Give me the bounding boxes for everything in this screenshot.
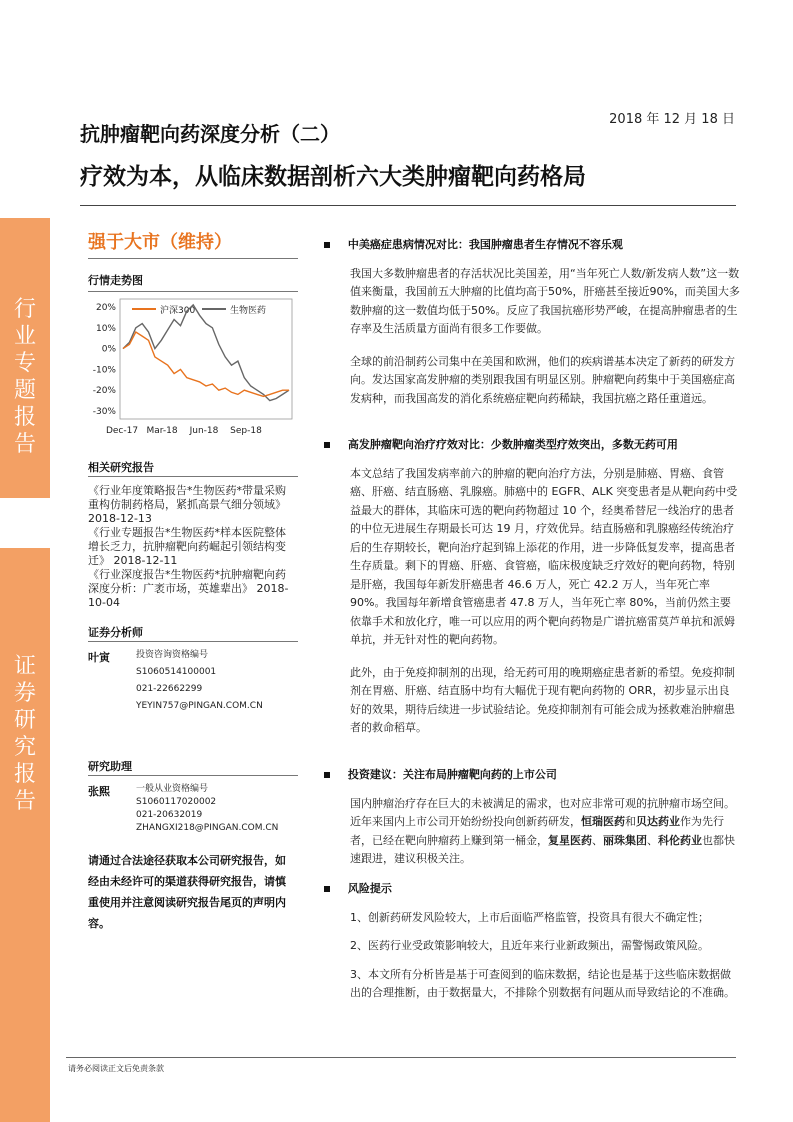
section-heading-text: 高发肿瘤靶向治疗疗效对比：少数肿瘤类型疗效突出，多数无药可用 [347,438,678,451]
sidebar-top-band [0,218,50,498]
sidebar-char: 专 [13,351,36,376]
reports-title: 相关研究报告 [88,461,154,474]
chart-divider [88,291,298,292]
y-tick-label: -20% [92,386,116,397]
y-tick-label: -30% [92,407,116,417]
section-heading [324,236,740,255]
section-heading [324,880,740,899]
square-bullet-icon [324,772,330,778]
section-heading-text: 风险提示 [347,882,392,895]
reports-list [88,484,296,610]
text-run: 国内肿瘤治疗存在巨大的未被满足的需求，也对应非常可观的抗肿瘤市场空间。近年来国内上市公司开始纷纷投向创新药研发， [350,796,735,828]
analyst-cert-number: S1060514100001 [136,667,217,677]
sidebar-bottom-band [0,548,50,1122]
section-heading [324,766,740,785]
assistant-cert-number: S1060117020002 [136,797,217,807]
footer-divider [66,1057,736,1058]
sidebar-char: 究 [13,735,36,760]
disclaimer-note: 请通过合法途径获取本公司研究报告，如经由未经许可的渠道获得研究报告，请慎重使用并注意阅读研究报告尾页的声明内容。 [88,854,286,930]
section-heading-text: 中美癌症患病情况对比：我国肿瘤患者生存情况不容乐观 [347,238,623,251]
y-tick-label: -10% [92,365,116,376]
series-line-hs300 [123,332,289,396]
assistant-email[interactable]: ZHANGXI218@PINGAN.COM.CN [136,823,279,833]
text-run: 、 [647,833,658,847]
text-run: 也都快速跟进，建议积极关注。 [350,833,735,865]
sidebar-bottom-label [9,653,41,815]
x-tick-label: Jun-18 [189,426,219,436]
paragraph: 我国大多数肿瘤患者的存活状况比美国差，用“当年死亡人数/新发病人数”这一数值来衡量，我国前五大肿瘤的比值均高于50%，肝癌甚至接近90%，而美国大多数肿瘤的这一数值均低于50%。反应了我国抗癌形势严峻，在提高肿瘤患者的生存率及生活质量方面尚有很多工作要做。 [350,266,740,335]
sidebar-char: 业 [13,324,36,349]
company-name: 复星医药 [548,833,592,847]
assistant-title: 研究助理 [88,760,132,773]
legend-label-bio: 生物医药 [230,306,267,316]
x-tick-label: Sep-18 [230,426,262,436]
y-axis-ticks [93,303,117,417]
risk-item: 1、创新药研发风险较大，上市后面临严格监管，投资具有很大不确定性； [350,910,709,924]
header-divider [80,205,736,206]
analyst-cert-label: 投资咨询资格编号 [136,650,209,660]
sidebar-gap [0,498,50,548]
rating-divider [88,258,298,259]
analyst-divider [88,641,298,642]
sidebar-char: 告 [13,789,36,814]
chart-title: 行情走势图 [88,274,143,287]
sidebar-char: 行 [13,297,36,322]
assistant-cert-label: 一般从业资格编号 [136,784,209,794]
paragraph: 全球的前沿制药公司集中在美国和欧洲，他们的疾病谱基本决定了新药的研发方向。发达国家高发肿瘤的类别跟我国有明显区别。肿瘤靶向药集中于美国癌症高发病种，而我国高发的消化系统癌症靶向药稀缺，我国抗癌之路任重道远。 [350,354,735,405]
sidebar-char: 题 [13,378,36,403]
square-bullet-icon [324,886,330,892]
section-efficacy [347,436,740,738]
report-link[interactable]: 《行业专题报告*生物医药*样本医院整体增长乏力，抗肿瘤靶向药崛起引领结构变迁》 2018-12-11 [88,526,286,567]
risk-item: 3、本文所有分析皆是基于可查阅到的临床数据，结论也是基于这些临床数据做出的合理推断，由于数据量大，不排除个别数据有问题从而导致结论的不准确。 [350,967,735,999]
sidebar-char: 研 [13,708,36,733]
chart-frame [120,299,292,419]
analyst-name: 叶寅 [88,651,110,664]
risk-item: 2、医药行业受政策影响较大，且近年来行业新政频出，需警惕政策风险。 [350,939,709,952]
analyst-email[interactable]: YEYIN757@PINGAN.COM.CN [136,701,263,711]
assistant-details [136,783,278,835]
report-link[interactable]: 《行业深度报告*生物医药*抗肿瘤靶向药深度分析：广袤市场，英雄辈出》 2018-10-04 [88,568,289,609]
text-run: 和 [625,815,636,828]
square-bullet-icon [324,242,330,248]
y-tick-label: 0% [101,344,116,355]
section-investment [347,766,740,869]
section-risk [347,880,740,1003]
company-name: 科伦药业 [658,833,702,847]
sidebar-char: 告 [13,432,36,457]
x-tick-label: Dec-17 [105,426,139,436]
y-tick-label: 20% [95,303,116,313]
sidebar-top-label [9,296,41,458]
section-heading [324,436,740,455]
y-tick-label: 10% [95,323,116,334]
report-date: 2018 年 12 月 18 日 [609,112,735,127]
company-name: 贝达药业 [636,815,680,828]
sidebar-char: 证 [13,654,36,679]
sidebar-char: 券 [13,681,36,706]
company-name: 丽珠集团 [603,833,647,847]
assistant-name: 张熙 [88,785,110,798]
price-chart [84,295,300,445]
text-run: 作为先行者，已经在靶向肿瘤药上赚到第一桶金， [350,815,724,847]
x-axis-ticks [106,426,262,436]
assistant-divider [88,775,298,776]
sidebar-char: 报 [13,762,36,787]
analyst-phone: 021-22662299 [136,684,203,694]
text-run: 、 [592,833,603,847]
rating-label: 强于大市（维持） [88,232,232,253]
reports-divider [88,476,298,477]
square-bullet-icon [324,442,330,448]
legend-label-hs300: 沪深300 [160,306,196,316]
x-tick-label: Mar-18 [146,426,178,436]
analyst-details [136,649,263,713]
paragraph [350,795,740,869]
report-subtitle: 疗效为本，从临床数据剖析六大类肿瘤靶向药格局 [80,164,586,190]
report-title: 抗肿瘤靶向药深度分析（二） [80,122,340,146]
footer-note: 请务必阅读正文后免责条款 [68,1064,164,1073]
section-heading-text: 投资建议：关注布局肿瘤靶向药的上市公司 [347,768,557,781]
paragraph: 本文总结了我国发病率前六的肿瘤的靶向治疗方法，分别是肺癌、胃癌、食管癌、肝癌、结直肠癌、乳腺癌。肺癌中的 EGFR、ALK 突变患者是从靶向药中受益最大的群体，其临床可选的靶向药物超过 10 个，经奥希替尼一线治疗的患者的中位无进展生存期最长可达 19 月，疗效优异。结直肠癌和乳腺癌经传统治疗后的生存期较长，靶向治疗起到锦上添花的作用，进一步降低复发率，提高患者生存质量。剩下的胃癌、肝癌、食管癌，临床极度缺乏疗效好的靶向药物，特别是肝癌，我国每年新发肝癌患者 46.6 万人，死亡 42.2 万人，当年死亡率 90%。我国每年新增食管癌患者 47.8 万人，当年死亡率 80%，当前仍然主要依靠手术和放化疗，唯一可以应用的两个靶向药物是广谱抗癌雷莫芦单抗和派姆单抗，并无针对性的靶向药物。 [350,466,738,646]
company-name: 恒瑞医药 [581,815,625,828]
analyst-title: 证券分析师 [88,626,143,639]
report-link[interactable]: 《行业年度策略报告*生物医药*带量采购重构仿制药格局，紧抓高景气细分领域》 2018-12-13 [88,484,286,525]
section-risk-comparison [347,236,740,408]
assistant-phone: 021-20632019 [136,810,203,820]
sidebar-char: 报 [13,405,36,430]
paragraph: 此外，由于免疫抑制剂的出现，给无药可用的晚期癌症患者新的希望。免疫抑制剂在胃癌、肝癌、结直肠中均有大幅优于现有靶向药物的 ORR，初步显示出良好的效果，期待后续进一步试验结论。免疫抑制剂有可能会成为拯救难治肿瘤患者的救命稻草。 [350,665,735,734]
